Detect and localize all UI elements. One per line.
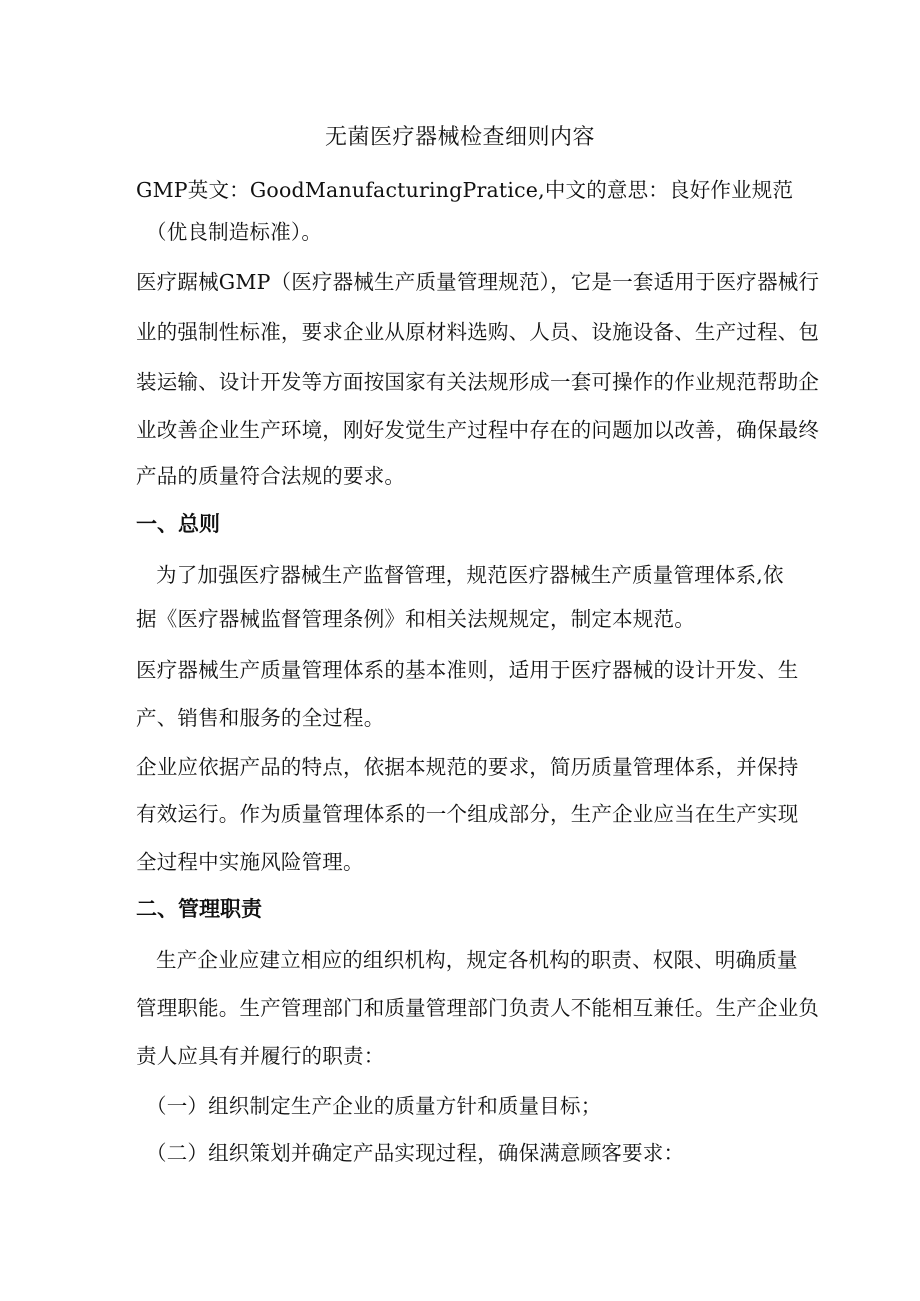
section1-line-4: 产、销售和服务的全过程。 bbox=[136, 706, 385, 730]
description-line-2: 业的强制性标准，要求企业从原材料选购、人员、设施设备、生产过程、包 bbox=[136, 320, 820, 344]
section1-line-7: 全过程中实施风险管理。 bbox=[136, 850, 364, 874]
section2-line-1: 生产企业应建立相应的组织机构，规定各机构的职责、权限、明确质量 bbox=[156, 948, 798, 972]
section2-line-3: 责人应具有并履行的职责： bbox=[136, 1044, 385, 1068]
intro-line-1: GMP英文：GoodManufacturingPratice,中文的意思：良好作业规范 bbox=[136, 178, 794, 202]
section1-line-6: 有效运行。作为质量管理体系的一个组成部分，生产企业应当在生产实现 bbox=[136, 802, 799, 826]
document-title: 无菌医疗器械检查细则内容 bbox=[324, 125, 595, 150]
section1-line-2: 据《医疗器械监督管理条例》和相关法规规定，制定本规范。 bbox=[136, 607, 695, 631]
description-line-4: 业改善企业生产环境，刚好发觉生产过程中存在的问题加以改善，确保最终 bbox=[136, 418, 820, 442]
section2-line-2: 管理职能。生产管理部门和质量管理部门负责人不能相互兼任。生产企业负 bbox=[136, 996, 820, 1020]
section1-line-1: 为了加强医疗器械生产监督管理，规范医疗器械生产质量管理体系,依 bbox=[156, 563, 784, 587]
section-heading-general: 一、总则 bbox=[136, 512, 220, 536]
section-heading-management: 二、管理职责 bbox=[136, 897, 262, 921]
section1-line-5: 企业应依据产品的特点，依据本规范的要求，简历质量管理体系，并保持 bbox=[136, 755, 799, 779]
section1-line-3: 医疗器械生产质量管理体系的基本准则，适用于医疗器械的设计开发、生 bbox=[136, 658, 799, 682]
description-line-1: 医疗踞械GMP（医疗器械生产质量管理规范），它是一套适用于医疗器械行 bbox=[136, 270, 820, 294]
section2-item-1: （一）组织制定生产企业的质量方针和质量目标； bbox=[146, 1094, 602, 1118]
description-line-3: 装运输、设计开发等方面按国家有关法规形成一套可操作的作业规范帮助企 bbox=[136, 370, 820, 394]
intro-line-2: （优良制造标准）。 bbox=[146, 220, 323, 244]
section2-item-2: （二）组织策划并确定产品实现过程，确保满意顾客要求： bbox=[146, 1141, 685, 1165]
description-line-5: 产品的质量符合法规的要求。 bbox=[136, 464, 406, 488]
